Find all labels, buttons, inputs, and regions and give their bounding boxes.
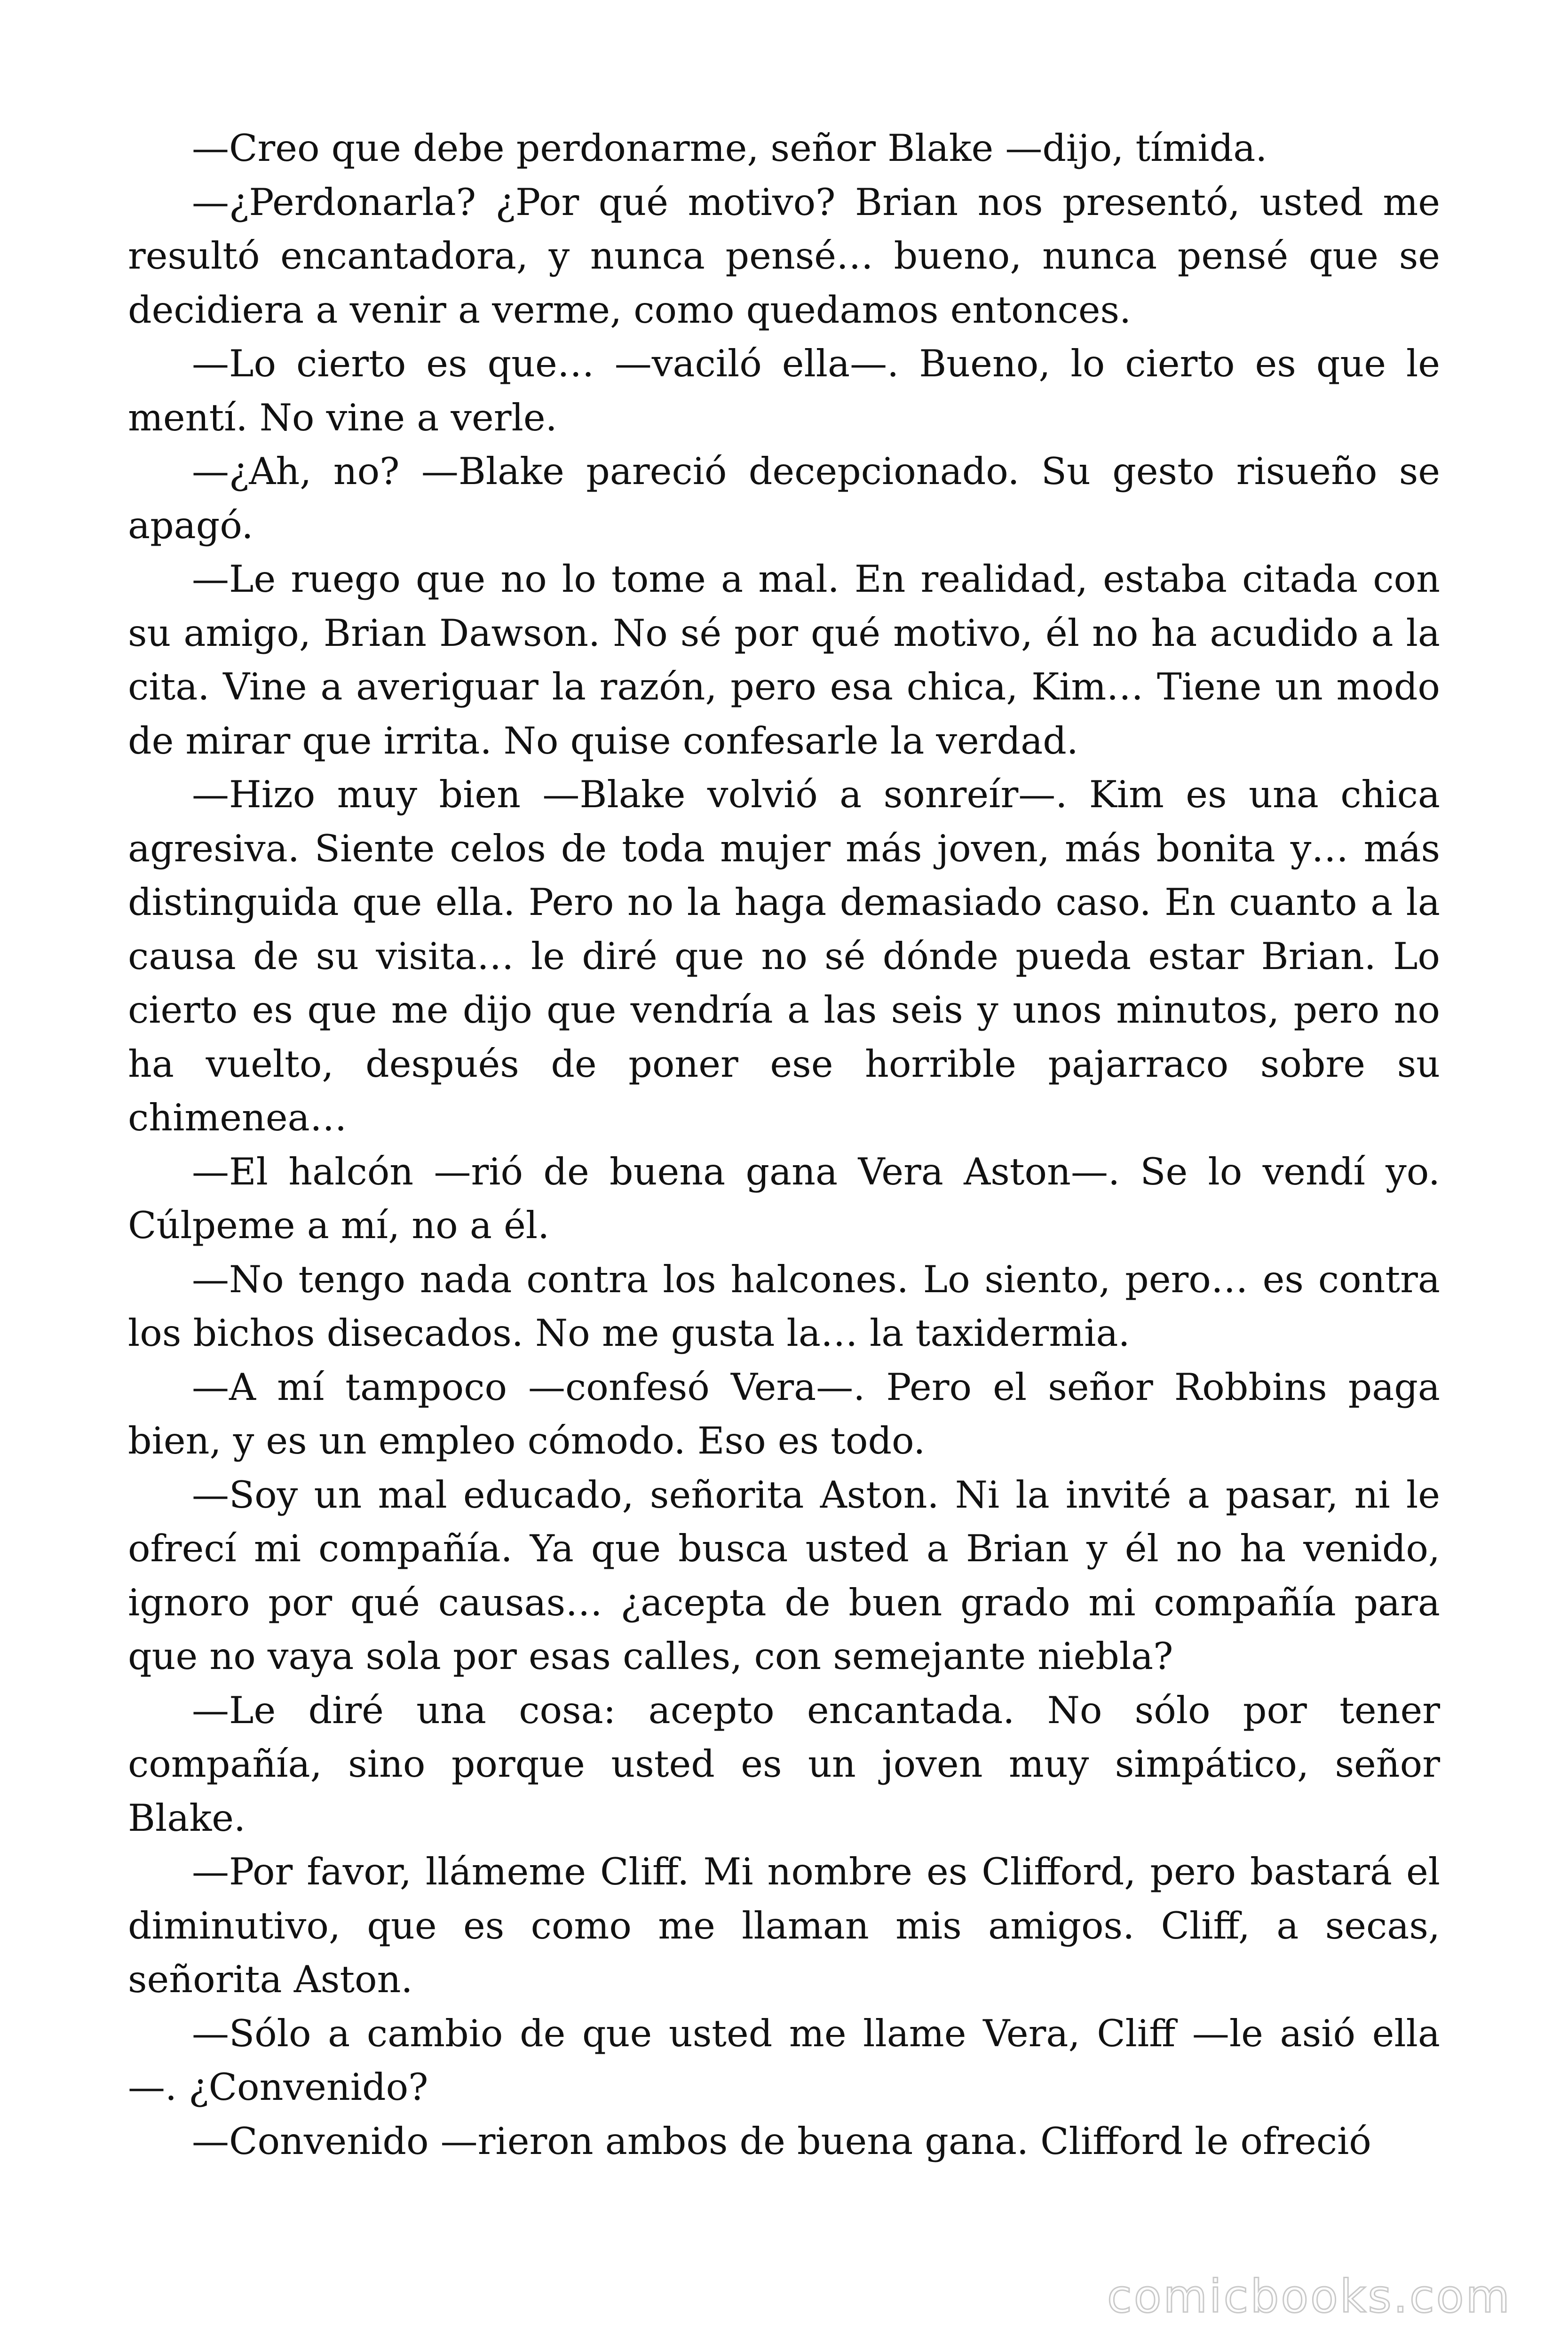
paragraph: —El halcón —rió de buena gana Vera Aston—. Se lo vendí yo. Cúlpeme a mí, no a él. xyxy=(128,1150,1440,1247)
paragraph: —A mí tampoco —confesó Vera—. Pero el señor Robbins paga bien, y es un empleo cómodo. Eso es todo. xyxy=(128,1365,1440,1462)
paragraph: —Hizo muy bien —Blake volvió a sonreír—. Kim es una chica agresiva. Siente celos de toda mujer más joven, más bonita y… más distinguida que ella. Pero no la haga demasiado caso. En cuanto a la causa de su visita… le diré que no sé dónde pueda estar Brian. Lo cierto es que me dijo que vendría a las seis y unos minutos, pero no ha vuelto, después de poner ese horrible pajarraco sobre su chimenea… xyxy=(128,773,1440,1139)
paragraph: —Convenido —rieron ambos de buena gana. Clifford le ofreció xyxy=(192,2119,1371,2163)
paragraph: —¿Ah, no? —Blake pareció decepcionado. Su gesto risueño se apagó. xyxy=(128,450,1440,547)
paragraph: —No tengo nada contra los halcones. Lo siento, pero… es contra los bichos disecados. No me gusta la… la taxidermia. xyxy=(128,1257,1440,1355)
watermark: comicbooks.com xyxy=(1107,2270,1512,2323)
paragraph: —Creo que debe perdonarme, señor Blake —dijo, tímida. xyxy=(192,127,1267,170)
paragraph: —Le ruego que no lo tome a mal. En realidad, estaba citada con su amigo, Brian Dawson. No sé por qué motivo, él no ha acudido a la cita. Vine a averiguar la razón, pero esa chica, Kim… Tiene un modo de mirar que irrita. No quise confesarle la verdad. xyxy=(128,557,1440,763)
paragraph: —Sólo a cambio de que usted me llame Vera, Cliff —le asió ella —. ¿Convenido? xyxy=(128,2011,1440,2109)
paragraph: —Lo cierto es que… —vaciló ella—. Bueno, lo cierto es que le mentí. No vine a verle. xyxy=(128,342,1440,439)
paragraph: —¿Perdonarla? ¿Por qué motivo? Brian nos presentó, usted me resultó encantadora, y nunca pensé… bueno, nunca pensé que se decidiera a venir a verme, como quedamos entonces. xyxy=(128,180,1440,332)
paragraph: —Por favor, llámeme Cliff. Mi nombre es Clifford, pero bastará el diminutivo, que es como me llaman mis amigos. Cliff, a secas, señorita Aston. xyxy=(128,1850,1440,2001)
paragraph: —Le diré una cosa: acepto encantada. No sólo por tener compañía, sino porque usted es un joven muy simpático, señor Blake. xyxy=(128,1688,1440,1840)
paragraph: —Soy un mal educado, señorita Aston. Ni la invité a pasar, ni le ofrecí mi compañía. Ya que busca usted a Brian y él no ha venido, ignoro por qué causas… ¿acepta de buen grado mi compañía para que no vaya sola por esas calles, con semejante niebla? xyxy=(128,1473,1440,1678)
body-text xyxy=(128,121,1440,2168)
